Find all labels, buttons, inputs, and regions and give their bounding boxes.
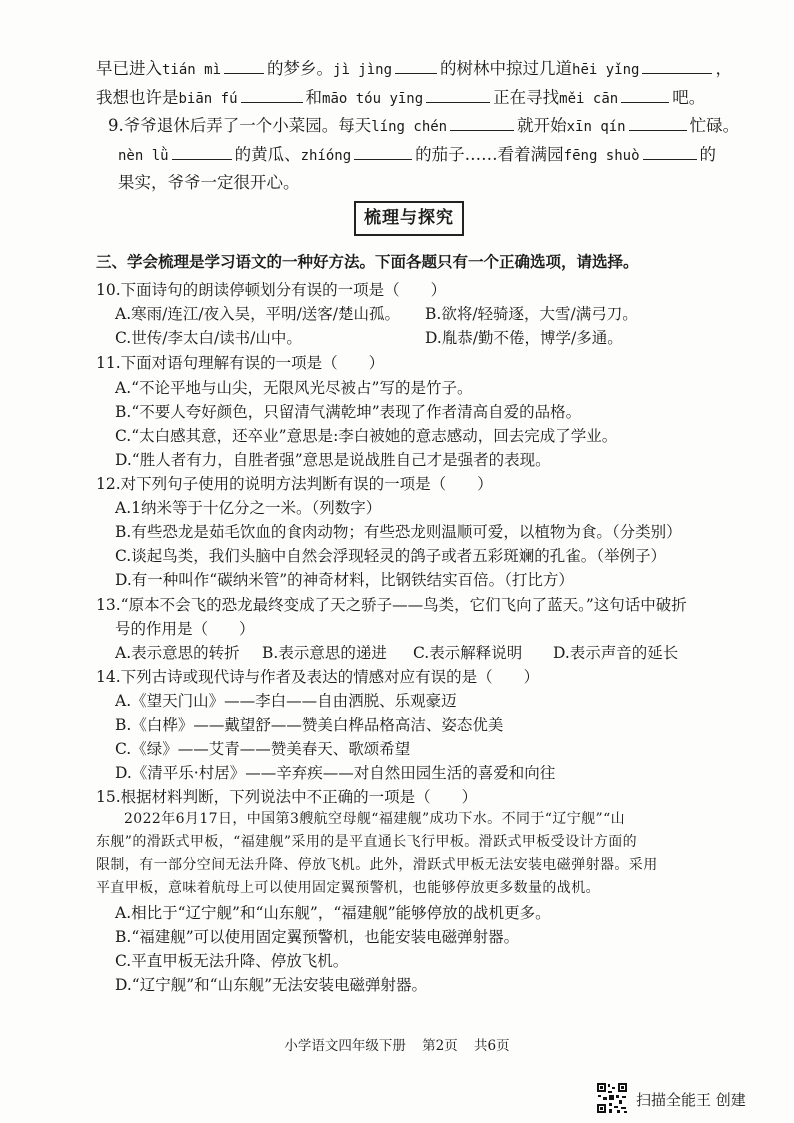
pinyin: jì jìng (333, 62, 393, 78)
fill-in-line-2: 我想也许是biān fú 和māo tóu yīng 正在寻找měi cān 吧。 (96, 88, 706, 107)
section-heading: 梳理与探究 (354, 201, 464, 236)
question-14-option-d[interactable]: D.《清平乐·村居》——辛弃疾——对自然田园生活的喜爱和向往 (115, 764, 556, 782)
question-12-option-c[interactable]: C.谈起鸟类，我们头脑中自然会浮现轻灵的鸽子或者五彩斑斓的孔雀。（举例子） (115, 547, 666, 565)
passage-line: 平直甲板，意味着航母上可以使用固定翼预警机，也能够停放更多数量的战机。 (96, 880, 600, 896)
answer-blank[interactable] (395, 58, 437, 74)
question-10-option-c[interactable]: C.世传/李太白/读书/山中。 (115, 329, 302, 347)
section-instruction: 三、学会梳理是学习语文的一种好方法。下面各题只有一个正确选项，请选择。 (96, 253, 639, 271)
pinyin: māo tóu yīng (322, 91, 424, 107)
answer-blank[interactable] (354, 144, 412, 160)
question-12-stem: 12.对下列句子使用的说明方法判断有误的一项是（ ） (96, 475, 493, 493)
question-10-option-b[interactable]: B.欲将/轻骑逐，大雪/满弓刀。 (425, 305, 638, 323)
question-10-stem: 10.下面诗句的朗读停顿划分有误的一项是（ ） (96, 281, 447, 299)
question-15-option-a[interactable]: A.相比于“辽宁舰”和“山东舰”，“福建舰”能够停放的战机更多。 (115, 904, 551, 922)
question-12-option-b[interactable]: B.有些恐龙是茹毛饮血的食肉动物；有些恐龙则温顺可爱，以植物为食。（分类别） (115, 523, 682, 541)
question-15-stem: 15.根据材料判断，下列说法中不正确的一项是（ ） (96, 788, 478, 806)
question-12-option-d[interactable]: D.有一种叫作“碳纳米管”的神奇材料，比钢铁结实百倍。（打比方） (115, 571, 574, 589)
answer-blank[interactable] (241, 87, 303, 103)
answer-blank[interactable] (224, 58, 264, 74)
answer-blank[interactable] (643, 144, 697, 160)
question-13-option-a[interactable]: A.表示意思的转折 (115, 644, 240, 662)
question-13-option-b[interactable]: B.表示意思的递进 (262, 644, 387, 662)
pinyin: fēng shuò (563, 148, 640, 164)
answer-blank[interactable] (426, 87, 490, 103)
question-15-option-b[interactable]: B.“福建舰”可以使用固定翼预警机，也能安装电磁弹射器。 (115, 928, 520, 946)
question-15-option-c[interactable]: C.平直甲板无法升降、停放飞机。 (115, 952, 349, 970)
question-11-option-c[interactable]: C.“太白感其意，还卒业”意思是:李白被她的意志感动，回去完成了学业。 (115, 427, 618, 445)
footer-page-number: 第2页 (422, 1038, 458, 1054)
question-13-option-c[interactable]: C.表示解释说明 (413, 644, 523, 662)
answer-blank[interactable] (621, 87, 669, 103)
pinyin: líng chén (371, 119, 448, 135)
answer-blank[interactable] (172, 144, 232, 160)
fill-in-line-1: 早已进入tián mì 的梦乡。jì jìng 的树林中掠过几道hēi yǐng ， (96, 59, 732, 78)
question-14-option-c[interactable]: C.《绿》——艾青——赞美春天、歌颂希望 (115, 740, 411, 758)
question-11-option-b[interactable]: B.“不要人夸好颜色，只留清气满乾坤”表现了作者清高自爱的品格。 (115, 403, 582, 421)
pinyin: biān fú (178, 91, 238, 107)
question-9-line-3: 果实，爷爷一定很开心。 (118, 173, 300, 192)
pinyin: měi cān (559, 91, 619, 107)
question-14-stem: 14.下列古诗或现代诗与作者及表达的情感对应有误的是（ ） (96, 668, 540, 686)
footer-book-title: 小学语文四年级下册 (284, 1038, 406, 1054)
scanner-watermark: 扫描全能王 创建 (636, 1091, 746, 1109)
question-13-stem-line-2: 号的作用是（ ） (115, 620, 255, 638)
question-9-line-2: nèn lǜ 的黄瓜、zhíóng 的茄子……看着满园fēng shuò 的 (118, 145, 717, 164)
question-12-option-a[interactable]: A.1纳米等于十亿分之一米。（列数字） (115, 499, 382, 517)
question-10-option-d[interactable]: D.胤恭/勤不倦，博学/多通。 (425, 329, 623, 347)
pinyin: zhíóng (300, 148, 352, 164)
question-10-option-a[interactable]: A.寒雨/连江/夜入吴，平明/送客/楚山孤。 (115, 305, 401, 323)
passage-line: 限制，有一部分空间无法升降、停放飞机。此外，滑跃式甲板无法安装电磁弹射器。采用 (96, 857, 658, 873)
question-14-option-a[interactable]: A.《望天门山》——李白——自由洒脱、乐观豪迈 (115, 692, 457, 710)
reading-passage (96, 808, 712, 900)
answer-blank[interactable] (629, 115, 687, 131)
answer-blank[interactable] (642, 58, 712, 74)
question-11-option-a[interactable]: A.“不论平地与山尖，无限风光尽被占”写的是竹子。 (115, 379, 473, 397)
question-11-stem: 11.下面对语句理解有误的一项是（ ） (96, 354, 385, 372)
footer-total-pages: 共6页 (474, 1038, 510, 1054)
question-15-option-d[interactable]: D.“辽宁舰”和“山东舰”无法安装电磁弹射器。 (115, 976, 427, 994)
passage-line: 2022年6月17日，中国第3艘航空母舰“福建舰”成功下水。不同于“辽宁舰”“山 (124, 811, 626, 827)
qr-code-icon (596, 1082, 628, 1114)
page-footer (0, 1034, 794, 1054)
question-9-line-1: 9.爷爷退休后弄了一个小菜园。每天líng chén 就开始xīn qín 忙碌。 (108, 116, 740, 135)
pinyin: hēi yǐng (572, 62, 640, 78)
question-13-option-d[interactable]: D.表示声音的延长 (553, 644, 679, 662)
pinyin: tián mì (162, 62, 222, 78)
question-14-option-b[interactable]: B.《白桦》——戴望舒——赞美白桦品格高洁、姿态优美 (115, 716, 504, 734)
pinyin: nèn lǜ (118, 148, 169, 164)
question-13-stem-line-1: 13.“原本不会飞的恐龙最终变成了天之骄子——鸟类，它们飞向了蓝天。”这句话中破折 (96, 596, 687, 614)
pinyin: xīn qín (566, 119, 626, 135)
answer-blank[interactable] (450, 115, 514, 131)
passage-line: 东舰”的滑跃式甲板，“福建舰”采用的是平直通长飞行甲板。滑跃式甲板受设计方面的 (96, 834, 638, 850)
question-11-option-d[interactable]: D.“胜人者有力，自胜者强”意思是说战胜自己才是强者的表现。 (115, 451, 551, 469)
